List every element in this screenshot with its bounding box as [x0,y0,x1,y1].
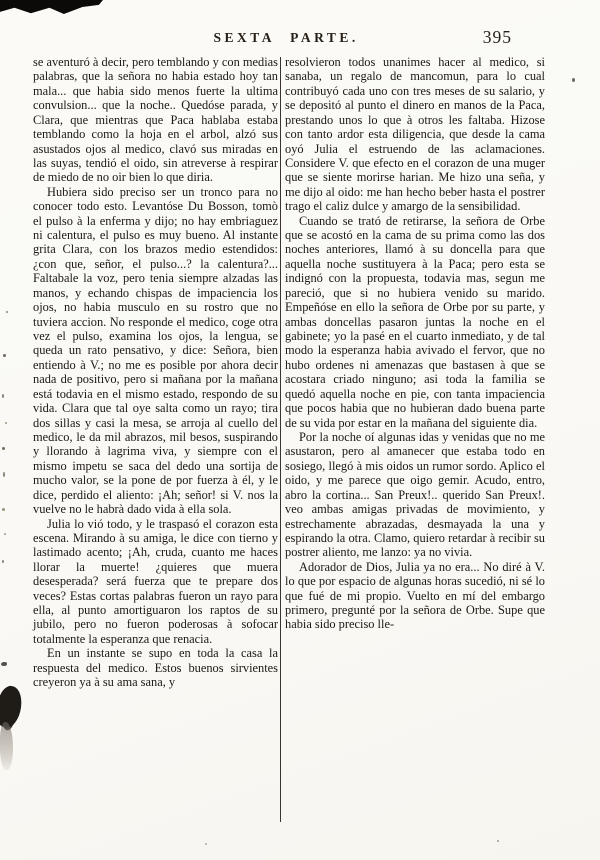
scan-speck [4,533,6,535]
scan-speck [2,394,4,398]
left-column [33,55,278,690]
scan-speck [3,472,5,477]
scan-speck [3,354,6,357]
paragraph: Julia lo vió todo, y le traspasó el corazon esta escena. Mirando à su amiga, le dice con tierno y lastimado acento; ¡Ah, cruda, cuanto me haces llorar la muerte! ¿quieres que muera desesperada? será fuerza que te prepare dos veces? Estas cortas palabras fueron un rayo para ella, al punto amortiguaron los raptos de su jubilo, pero no fueron poderosas à sofocar totalmente la esperanza que renacia. [33,516,278,646]
paragraph: se aventuró à decir, pero temblando y con medias palabras, que la señora no habia estado hoy tan mala... que habia sido menos fuerte la ultima convulsion... que la noche.. Quedóse parada, y Clara, que mientras que Paca hablaba estaba temblando como la hoja en el arbol, alzó sus asustados ojos al medico, clavó sus miradas en las suyas, tendió el oido, sin atreverse à respirar de miedo de no oir bien lo que diria. [33,55,278,185]
paragraph: Por la noche oí algunas idas y venidas que no me asustaron, pero al amanecer que estaba todo en sosiego, llegó à mis oidos un rumor sordo. Aplico el oido, y me parece que oigo gemir. Acudo, entro, abro la cortina... San Preux!.. querido San Preux!. veo ambas amigas privadas de movimiento, y estrechamente abrazadas, desmayada la una y espirando la otra. Clamo, quiero retardar à recibir su postrer aliento, me lanzo: ya no vivia. [285,429,545,560]
column-divider-rule [280,57,281,822]
running-header-title: SEXTA PARTE. [213,30,359,45]
right-column [285,55,545,632]
paragraph: En un instante se supo en toda la casa la respuesta del medico. Estos buenos sirvientes creyeron ya à su ama sana, y [33,646,278,690]
scan-artifact-left-margin-smudge [0,684,26,731]
scan-speck [1,662,7,666]
scan-speck [205,843,207,845]
paragraph: resolvieron todos unanimes hacer al medico, si sanaba, un regalo de mancomun, para lo cual contribuyó cada uno con tres meses de su salario, y se depositó al punto el dinero en manos de la Paca, prestando unos lo que à otros les faltaba. Hizose con tanto ardor esta diligencia, que desde la cama oyó Julia el estruendo de las aclamaciones. Considere V. que efecto en el corazon de una muger que se siente morirse harian. Me hizo una seña, y me dijo al oido: me han hecho beber hasta el postrer trago el caliz dulce y amargo de la sensibilidad. [285,55,545,214]
scan-artifact-left-margin-streak [0,722,13,770]
scan-speck [497,840,499,842]
scan-speck [2,447,5,450]
scan-speck [572,78,575,82]
scan-artifact-top-left [0,0,103,14]
scan-speck [2,560,4,563]
running-header [33,27,545,51]
page-number: 395 [482,27,512,47]
scan-speck [2,508,5,511]
paragraph: Adorador de Dios, Julia ya no era... No diré à V. lo que por espacio de algunas horas sucedió, ni sé lo que fué de mi propio. Vuelto en mí del embargo primero, pregunté por la señora de Orbe. Supe que habia sido preciso lle- [285,559,545,632]
scan-speck [6,311,8,313]
paragraph: Hubiera sido preciso ser un tronco para no conocer todo esto. Levantóse Du Bosson, tomò el pulso à la enferma y dijo; no hay embriaguez ni calentura, el pulso es muy bueno. Al instante grita Clara, con los brazos medio estendidos: ¿con que, señor, el pulso...? la calentura?... Faltabale la voz, pero tenia siempre alzadas las manos, y echando chispas de impaciencia los ojos, no habia musculo en su rostro que no tuviera accion. No responde el medico, coge otra vez el pulso, examina los ojos, la lengua, se queda un rato pensativo, y dice: Señora, bien entiendo à V.; no me es posible por ahora decir nada de positivo, pero si mañana por la mañana está todavia en el mismo estado, respondo de su vida. Clara que tal oye salta como un rayo; tira dos sillas y casi la mesa, se arroja al cuello del medico, le da mil abrazos, mil besos, suspirando y llorando à lagrima viva, y siempre con el mismo impetu se saca del dedo una sortija de mucho valor, se la pone de por fuerza à él, y le dice, perdido el aliento: ¡Ah; señor! si V. nos la vuelve no le habrà dado vida à ella sola. [33,184,278,517]
paragraph: Cuando se trató de retirarse, la señora de Orbe que se acostó en la cama de su prima como las dos noches anteriores, llamó à su doncella para que aquella noche sustituyera à la Paca; pero esta se indignó con la propuesta, todavia mas, segun me pareció, que si no hubiera venido su marido. Empeñóse en ello la señora de Orbe por su parte, y ambas doncellas pasaron juntas la noche en el gabinete; yo la pasé en el cuarto inmediato, y de tal modo la esperanza habia avivado el fervor, que no hubo ordenes ni amenazas que bastasen à que se acostara criado ninguno; asi toda la familia se quedó aquella noche en pie, con tanta impaciencia que pocos habia que no hubieran dado buena parte de su vida por estar en la mañana del siguiente dia. [285,213,545,430]
scan-speck [5,422,7,424]
